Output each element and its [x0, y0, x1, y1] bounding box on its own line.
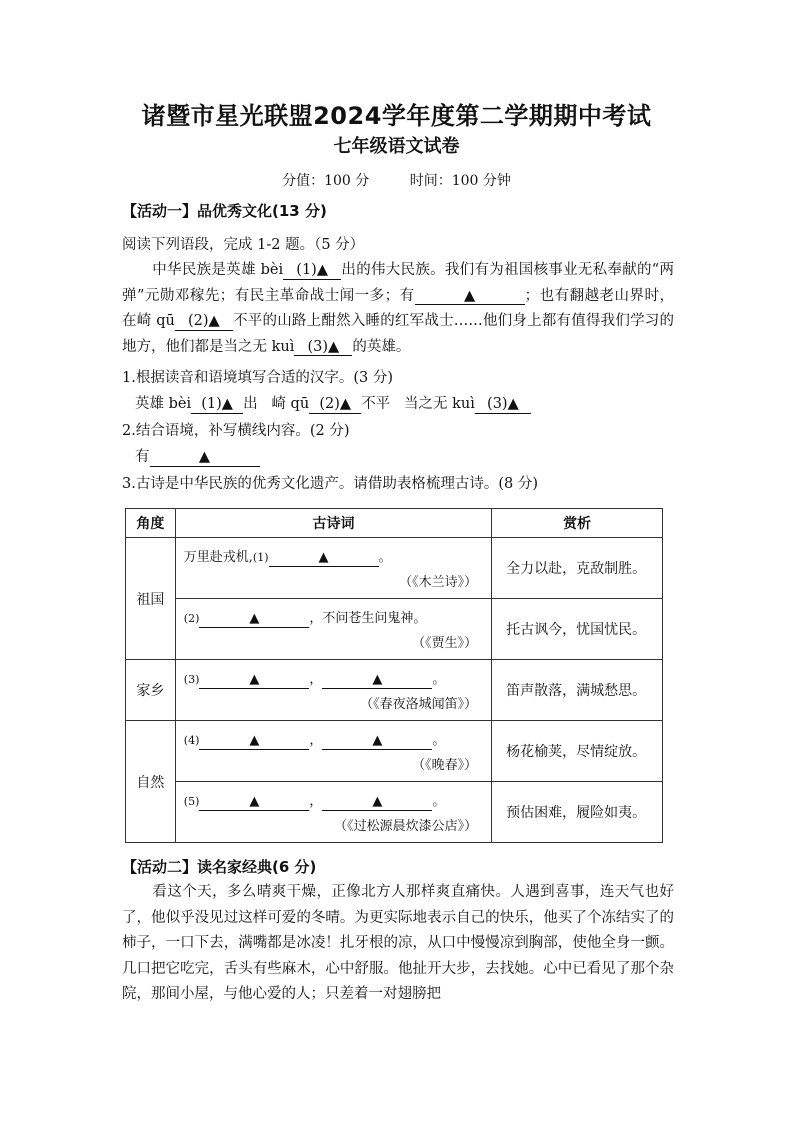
header-poem: 古诗词 — [175, 509, 491, 538]
poem-number: (2) — [183, 612, 200, 626]
exam-title: 诸暨市星光联盟2024学年度第二学期期中考试 — [141, 102, 652, 130]
poem-blank-2[interactable]: ▲ — [199, 612, 309, 627]
table-row — [126, 782, 663, 843]
activity1-heading: 【活动一】品优秀文化(13 分) — [122, 202, 327, 220]
table-row — [126, 538, 663, 599]
para-text: 不平的山路上酣然入睡的红军战士……他们身上都有值得我们学习的地方，他们都是当之无 kuì — [122, 313, 675, 355]
poem-punct: 。 — [378, 550, 392, 566]
poem-line — [184, 790, 483, 810]
q2-blank[interactable]: ▲ — [150, 450, 260, 467]
q1-blank-1[interactable]: (1)▲ — [191, 397, 243, 414]
poem-number: (1) — [252, 551, 269, 565]
score-label: 分值：100 分 — [282, 173, 370, 189]
poem-source: （《春夜洛城闻笛》） — [360, 696, 478, 712]
group-nature: 自然 — [126, 721, 176, 843]
poem-blank-3b[interactable]: ▲ — [322, 673, 432, 688]
answer-blank-1[interactable]: (1)▲ — [283, 263, 341, 280]
para-text: 出的伟大民族。我们有为祖国核事业无私奉献的“两弹”元勋邓稼先；有民主革命战士闻一多；有 — [122, 262, 674, 304]
note-cell: 杨花榆荚，尽情绽放。 — [492, 721, 663, 782]
table-row — [126, 599, 663, 660]
poem-number: (3) — [183, 673, 200, 687]
table-row — [126, 660, 663, 721]
para-text: ；也有翻越老山界时，在崎 qū — [122, 287, 674, 329]
poem-line — [184, 668, 483, 688]
question-2: 2.结合语境，补写横线内容。(2 分) — [122, 423, 350, 439]
poem-cell — [175, 782, 491, 843]
poem-cell — [175, 599, 491, 660]
q1-item-text: 当之无 kuì — [404, 396, 475, 412]
poem-punct: ， — [309, 733, 323, 749]
poem-cell — [175, 721, 491, 782]
poem-line — [184, 546, 483, 566]
poem-blank-5b[interactable]: ▲ — [322, 795, 432, 810]
table-row — [126, 721, 663, 782]
poem-line — [184, 607, 483, 627]
header-note: 赏析 — [492, 509, 663, 538]
note-cell: 托古讽今，忧国忧民。 — [492, 599, 663, 660]
exam-meta — [0, 170, 793, 190]
note-cell: 笛声散落，满城愁思。 — [492, 660, 663, 721]
poem-text: ，不问苍生问鬼神。 — [309, 611, 427, 627]
poem-cell — [175, 538, 491, 599]
poem-blank-4a[interactable]: ▲ — [199, 734, 309, 749]
poem-source: （《贾生》） — [412, 635, 478, 651]
poem-source: （《晚春》） — [412, 757, 478, 773]
q1-item-text: 崎 qū — [271, 396, 310, 412]
note-cell: 全力以赴，克敌制胜。 — [492, 538, 663, 599]
q1-blank-3[interactable]: (3)▲ — [475, 397, 531, 414]
q1-item-text: 英雄 bèi — [135, 396, 192, 412]
activity1-instruction: 阅读下列语段，完成 1-2 题。（5 分） — [122, 237, 365, 253]
poem-source: （《木兰诗》） — [399, 574, 478, 590]
answer-blank-3[interactable]: (3)▲ — [294, 340, 352, 357]
poem-punct: 。 — [432, 733, 446, 749]
passage-text: 看这个天，多么晴爽干燥，正像北方人那样爽直痛快。人遇到喜事，连天气也好了，他似乎没见过这样可爱的冬晴。为更实际地表示自己的快乐，他买了个冻结实了的柿子，一口下去，满嘴都是冰凌！扎牙根的凉，从口中慢慢凉到胸部，使他全身一颤。几口把它吃完，舌头有些麻木，心中舒服。他扯开大步，去找她。心中已看见了那个杂院，那间小屋，与他心爱的人；只差着一对翅膀把 — [122, 884, 674, 1002]
q2-prefix: 有 — [135, 449, 150, 465]
poem-blank-3a[interactable]: ▲ — [199, 673, 309, 688]
poem-line — [184, 729, 483, 749]
question-1-answers — [135, 392, 695, 414]
activity1-paragraph — [122, 258, 674, 360]
q1-item-text: 出 — [243, 396, 258, 412]
answer-blank-fill[interactable]: ▲ — [415, 289, 525, 306]
poem-blank-1[interactable]: ▲ — [269, 551, 379, 566]
poem-number: (4) — [183, 734, 200, 748]
para-text: 的英雄。 — [352, 338, 411, 355]
table-header-row — [126, 509, 663, 538]
activity2-paragraph — [122, 880, 674, 1008]
poem-blank-4b[interactable]: ▲ — [322, 734, 432, 749]
question-3: 3.古诗是中华民族的优秀文化遗产。请借助表格梳理古诗。(8 分) — [122, 476, 538, 492]
poem-number: (5) — [183, 795, 200, 809]
poem-blank-5a[interactable]: ▲ — [199, 795, 309, 810]
q1-blank-2[interactable]: (2)▲ — [309, 397, 361, 414]
question-2-answer — [135, 445, 695, 467]
question-1: 1.根据读音和语境填写合适的汉字。(3 分) — [122, 370, 393, 386]
exam-subtitle: 七年级语文试卷 — [333, 136, 460, 157]
poem-punct: ， — [309, 672, 323, 688]
poem-punct: 。 — [432, 672, 446, 688]
answer-blank-2[interactable]: (2)▲ — [175, 314, 233, 331]
q1-item-text: 不平 — [361, 396, 391, 412]
activity2-heading: 【活动二】读名家经典(6 分) — [122, 858, 317, 876]
poem-text: 万里赴戎机, — [183, 550, 253, 566]
poem-cell — [175, 660, 491, 721]
group-motherland: 祖国 — [126, 538, 176, 660]
poem-punct: ， — [309, 794, 323, 810]
para-text: 中华民族是英雄 bèi — [152, 262, 284, 278]
poem-table — [125, 508, 663, 843]
time-label: 时间：100 分钟 — [409, 173, 511, 189]
poem-punct: 。 — [432, 794, 446, 810]
header-angle: 角度 — [126, 509, 176, 538]
note-cell: 预估困难，履险如夷。 — [492, 782, 663, 843]
poem-source: （《过松源晨炊漆公店》） — [334, 818, 478, 834]
group-hometown: 家乡 — [126, 660, 176, 721]
